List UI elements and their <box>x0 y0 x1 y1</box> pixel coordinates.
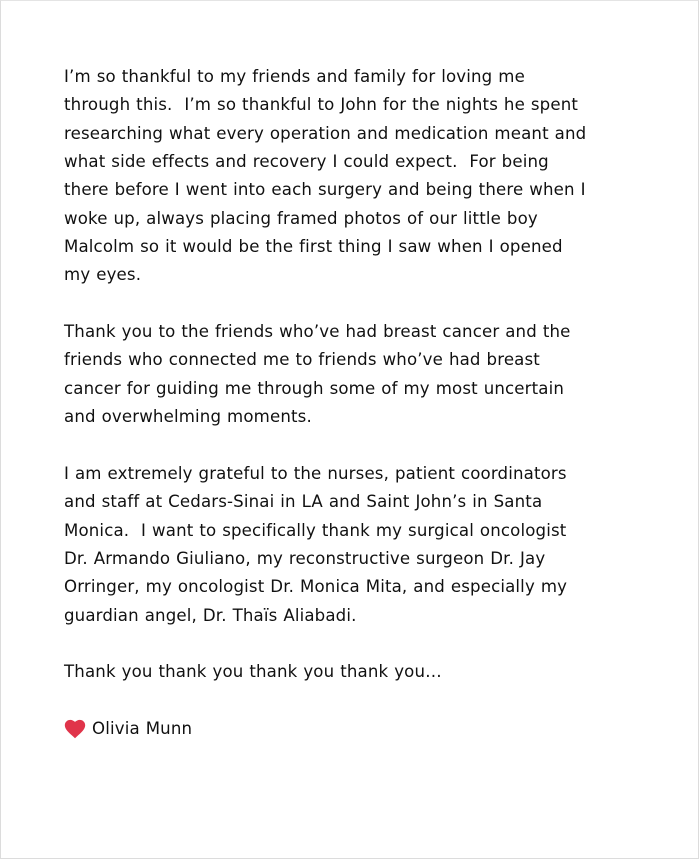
paragraph-closing <box>64 658 664 686</box>
text-line: through this. I’m so thankful to John for the nights he spent <box>64 95 579 115</box>
text-line: Monica. I want to specifically thank my surgical oncologist <box>64 520 567 540</box>
paragraph-gratitude-family <box>64 63 664 290</box>
text-line: I’m so thankful to my friends and family for loving me <box>64 67 525 86</box>
text-line: and overwhelming moments. <box>64 407 312 427</box>
text-line: there before I went into each surgery and being there when I <box>64 180 586 200</box>
paragraph-gratitude-medical-staff <box>64 460 664 630</box>
text-line: my eyes. <box>64 265 142 285</box>
text-line: Thank you to the friends who’ve had breast cancer and the <box>64 322 571 342</box>
heart-icon <box>64 719 86 739</box>
text-line: and staff at Cedars-Sinai in LA and Saint John’s in Santa <box>64 492 543 512</box>
text-line: Orringer, my oncologist Dr. Monica Mita, and especially my <box>64 577 568 597</box>
text-line: I am extremely grateful to the nurses, patient coordinators <box>64 463 567 483</box>
text-line: cancer for guiding me through some of my most uncertain <box>64 378 565 398</box>
text-line: guardian angel, Dr. Thaïs Aliabadi. <box>64 605 357 625</box>
text-line: Malcolm so it would be the first thing I saw when I opened <box>64 237 563 257</box>
letter-body <box>64 63 664 743</box>
text-line: what side effects and recovery I could expect. For being <box>64 152 549 172</box>
text-line: friends who connected me to friends who’ve had breast <box>64 350 540 370</box>
text-line: Thank you thank you thank you thank you… <box>64 662 442 682</box>
signature <box>64 715 664 743</box>
signature-name: Olivia Munn <box>92 718 193 738</box>
text-line: woke up, always placing framed photos of our little boy <box>64 208 538 228</box>
text-line: researching what every operation and medication meant and <box>64 123 587 143</box>
text-line: Dr. Armando Giuliano, my reconstructive surgeon Dr. Jay <box>64 548 546 568</box>
paragraph-gratitude-friends <box>64 318 664 431</box>
